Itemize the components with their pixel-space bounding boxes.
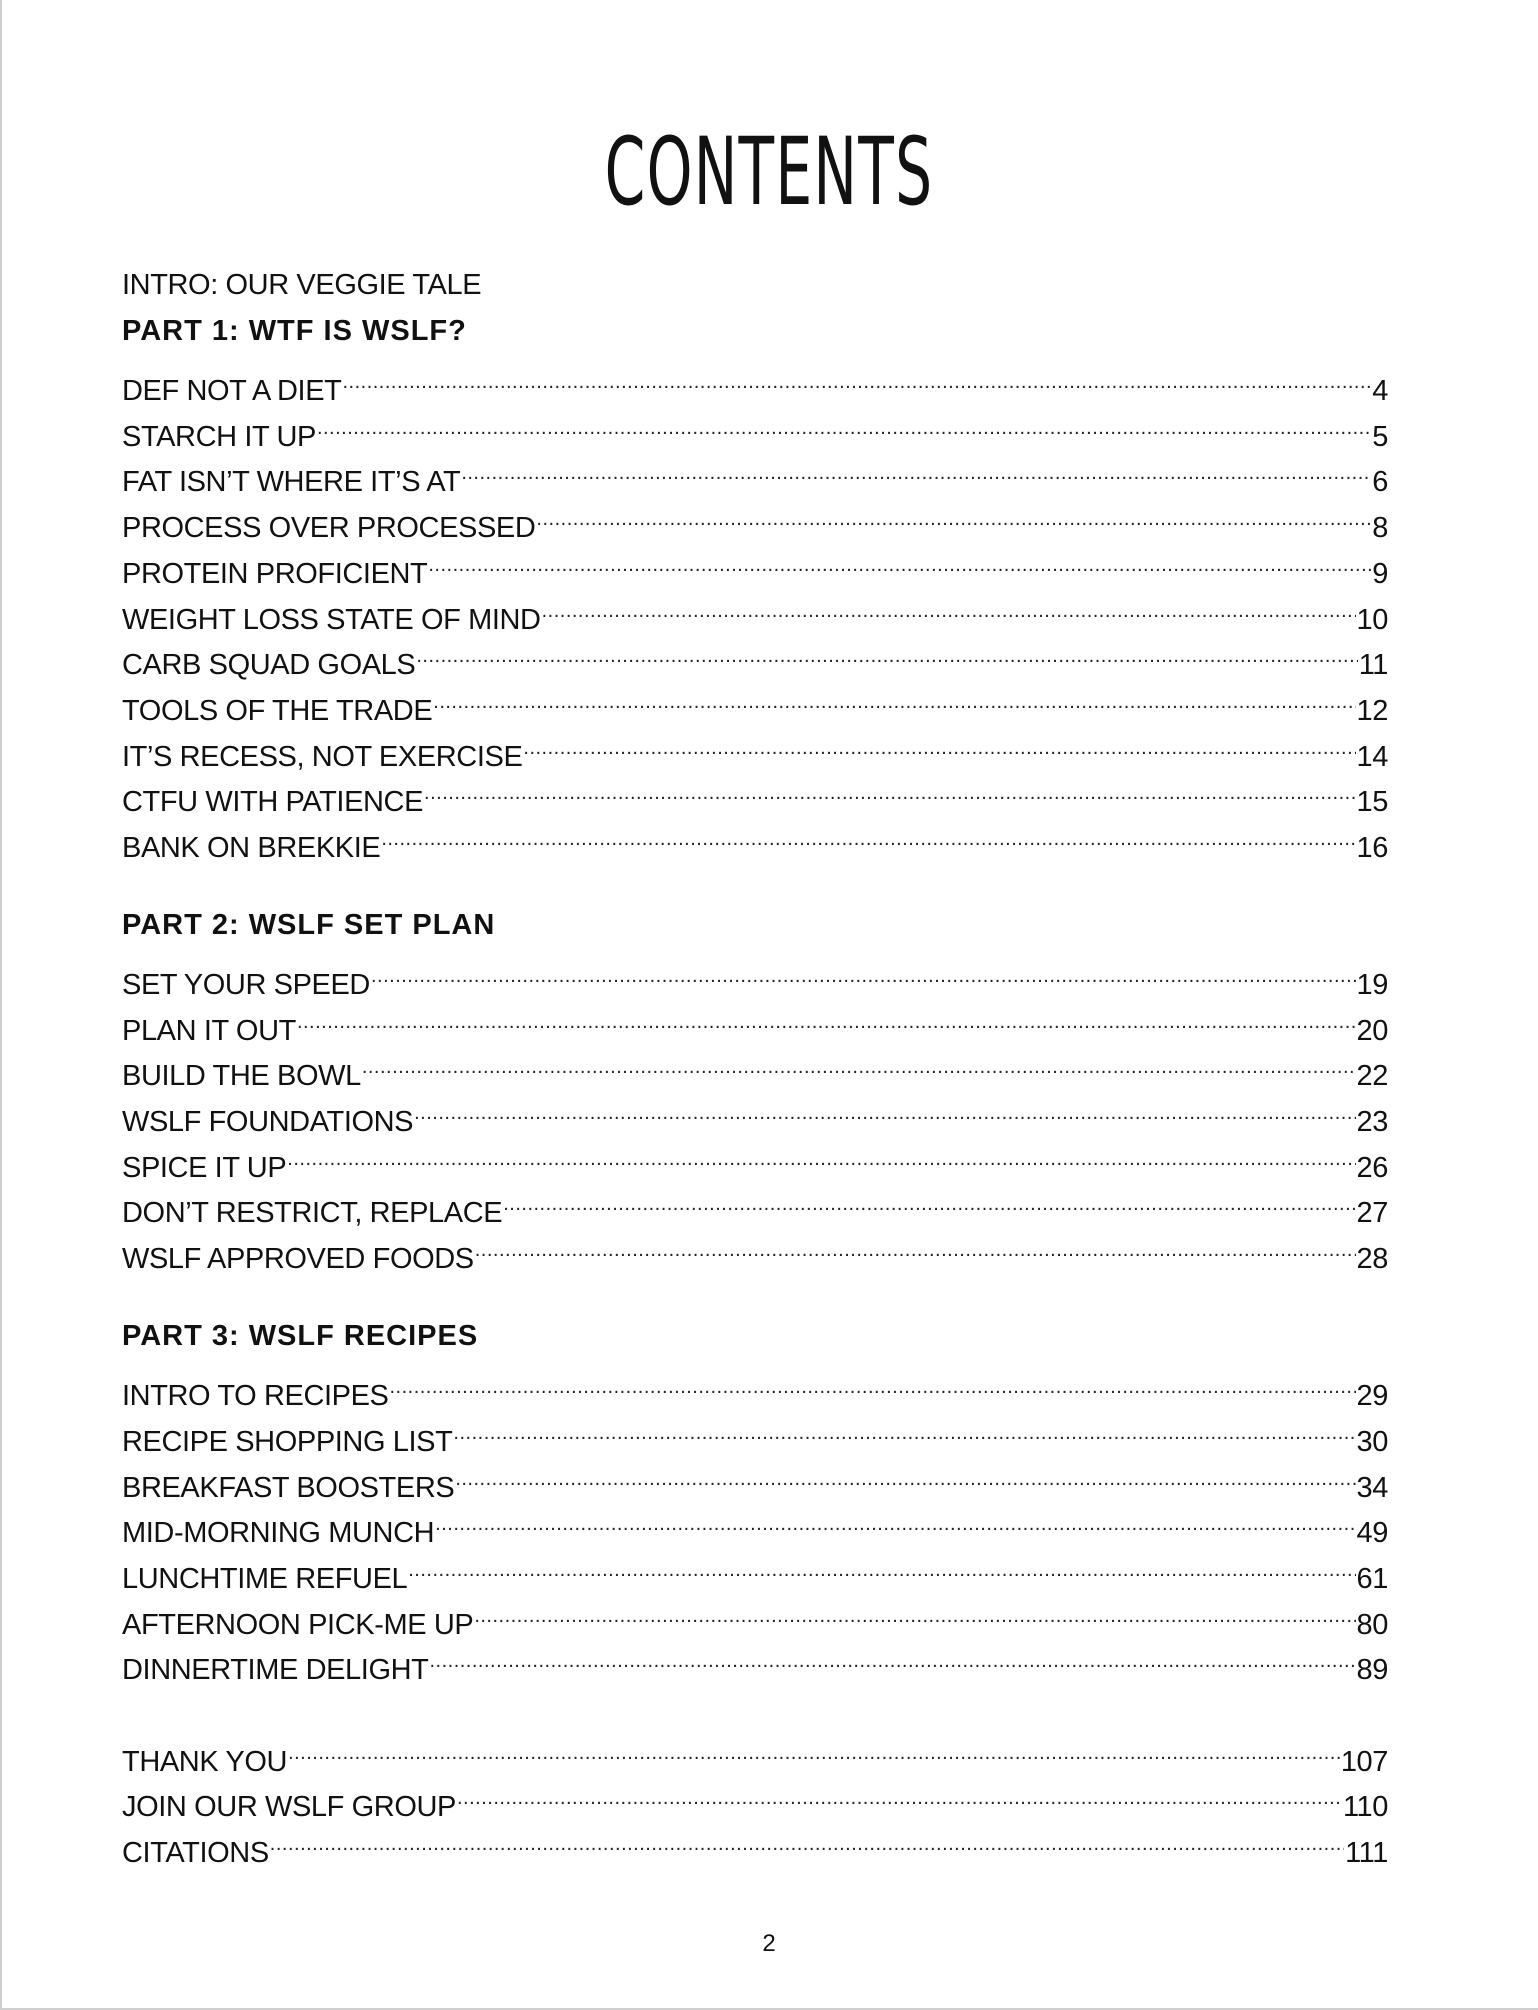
dot-leader: [428, 537, 1371, 583]
toc-entry-label: PLAN IT OUT: [122, 1014, 296, 1047]
dot-leader: [408, 1542, 1355, 1588]
toc-entry-label: CTFU WITH PATIENCE: [122, 786, 424, 819]
closing-list: [122, 1725, 1388, 1870]
toc-entry-page-number: 80: [1356, 1608, 1388, 1641]
toc-entry[interactable]: [122, 1177, 1388, 1230]
toc-entry-page-number: 28: [1356, 1243, 1388, 1276]
toc-entry[interactable]: [122, 994, 1388, 1047]
dot-leader: [381, 811, 1355, 857]
toc-entry-page-number: 5: [1372, 420, 1388, 453]
toc-entry-page-number: 23: [1356, 1106, 1388, 1139]
dot-leader: [457, 1771, 1342, 1817]
toc-entry-label: AFTERNOON PICK-ME UP: [122, 1608, 474, 1641]
toc-entry-label: BUILD THE BOWL: [122, 1060, 361, 1093]
toc-entry-page-number: 11: [1358, 649, 1388, 682]
toc-entry-label: IT’S RECESS, NOT EXERCISE: [122, 740, 523, 773]
part-2-heading: PART 2: WSLF SET PLAN: [122, 908, 496, 941]
toc-entry-page-number: 20: [1356, 1014, 1388, 1047]
dot-leader: [288, 1725, 1340, 1771]
dot-leader: [536, 491, 1371, 537]
page-number: 2: [762, 1930, 776, 1957]
toc-entry-page-number: 26: [1356, 1151, 1388, 1184]
toc-entry-label: STARCH IT UP: [122, 420, 316, 453]
toc-entry[interactable]: [122, 1131, 1388, 1184]
toc-entry-page-number: 61: [1356, 1562, 1388, 1595]
toc-entry-label: PROCESS OVER PROCESSED: [122, 512, 536, 545]
dot-leader: [455, 1451, 1355, 1497]
dot-leader: [270, 1816, 1344, 1862]
toc-entry-page-number: 27: [1356, 1197, 1388, 1230]
dot-leader: [342, 354, 1371, 400]
dot-leader: [371, 948, 1356, 994]
toc-entry[interactable]: [122, 1771, 1388, 1824]
toc-entry-label: CARB SQUAD GOALS: [122, 649, 416, 682]
toc-entry-page-number: 111: [1345, 1837, 1388, 1870]
toc-entry-page-number: 107: [1340, 1745, 1388, 1778]
toc-entry-page-number: 29: [1356, 1380, 1388, 1413]
toc-entry-page-number: 34: [1356, 1471, 1388, 1504]
toc-entry-label: WSLF FOUNDATIONS: [122, 1106, 414, 1139]
dot-leader: [416, 629, 1357, 675]
toc-entry-page-number: 14: [1356, 740, 1388, 773]
toc-entry-label: LUNCHTIME REFUEL: [122, 1562, 408, 1595]
toc-entry-label: SET YOUR SPEED: [122, 969, 370, 1001]
toc-entry-label: DON’T RESTRICT, REPLACE: [122, 1197, 503, 1230]
toc-entry-page-number: 10: [1356, 603, 1388, 636]
table-of-contents: [122, 263, 1388, 1870]
part-1-list: [122, 354, 1388, 864]
toc-entry-page-number: 8: [1372, 512, 1388, 545]
dot-leader: [435, 1497, 1355, 1543]
dot-leader: [424, 766, 1355, 812]
toc-entry-label: CITATIONS: [122, 1837, 269, 1870]
dot-leader: [433, 674, 1355, 720]
toc-entry-label: TOOLS OF THE TRADE: [122, 694, 433, 727]
toc-entry-label: SPICE IT UP: [122, 1151, 287, 1184]
dot-leader: [453, 1405, 1355, 1451]
toc-entry-label: FAT ISN’T WHERE IT’S AT: [122, 466, 461, 499]
toc-entry-label: BREAKFAST BOOSTERS: [122, 1471, 455, 1504]
toc-entry-label: MID-MORNING MUNCH: [122, 1517, 435, 1550]
toc-entry-page-number: 9: [1372, 557, 1388, 590]
dot-leader: [475, 1222, 1356, 1268]
part-3-heading: PART 3: WSLF RECIPES: [122, 1319, 479, 1352]
toc-entry-label: INTRO TO RECIPES: [122, 1380, 389, 1413]
toc-entry[interactable]: [122, 1725, 1388, 1778]
page-title: CONTENTS: [604, 118, 934, 227]
dot-leader: [523, 720, 1355, 766]
dot-leader: [474, 1588, 1355, 1634]
dot-leader: [287, 1131, 1355, 1177]
toc-intro[interactable]: INTRO: OUR VEGGIE TALE: [122, 269, 482, 301]
toc-entry[interactable]: [122, 1040, 1388, 1093]
toc-entry-label: BANK ON BREKKIE: [122, 831, 381, 864]
dot-leader: [429, 1634, 1355, 1680]
toc-entry-page-number: 19: [1356, 969, 1388, 1001]
toc-entry-label: WEIGHT LOSS STATE OF MIND: [122, 603, 541, 636]
toc-entry[interactable]: [122, 1360, 1388, 1413]
toc-entry-label: DEF NOT A DIET: [122, 375, 342, 408]
dot-leader: [461, 446, 1371, 492]
dot-leader: [389, 1360, 1355, 1406]
toc-entry-page-number: 30: [1356, 1425, 1388, 1458]
toc-entry-page-number: 16: [1356, 831, 1388, 864]
part-3-list: [122, 1360, 1388, 1687]
toc-entry-label: JOIN OUR WSLF GROUP: [122, 1791, 456, 1824]
toc-entry[interactable]: [122, 948, 1388, 1001]
dot-leader: [297, 994, 1356, 1040]
toc-entry-page-number: 49: [1356, 1517, 1388, 1550]
dot-leader: [503, 1177, 1355, 1223]
toc-entry[interactable]: [122, 354, 1388, 408]
dot-leader: [542, 583, 1356, 629]
toc-entry-label: WSLF APPROVED FOODS: [122, 1243, 474, 1276]
toc-entry-label: THANK YOU: [122, 1745, 288, 1778]
toc-entry-page-number: 22: [1356, 1060, 1388, 1093]
part-1-heading: PART 1: WTF IS WSLF?: [122, 314, 467, 347]
part-2-list: [122, 948, 1388, 1276]
toc-entry-page-number: 4: [1372, 375, 1388, 408]
toc-entry-page-number: 110: [1342, 1791, 1388, 1824]
toc-entry-label: PROTEIN PROFICIENT: [122, 557, 428, 590]
toc-entry[interactable]: [122, 1816, 1388, 1870]
dot-leader: [414, 1085, 1355, 1131]
dot-leader: [362, 1040, 1356, 1086]
toc-entry-page-number: 89: [1356, 1654, 1388, 1687]
toc-entry-page-number: 6: [1372, 466, 1388, 499]
toc-entry-label: RECIPE SHOPPING LIST: [122, 1425, 453, 1458]
toc-entry-page-number: 15: [1356, 786, 1388, 819]
dot-leader: [317, 400, 1371, 446]
toc-entry-page-number: 12: [1356, 694, 1388, 727]
toc-entry-label: DINNERTIME DELIGHT: [122, 1654, 429, 1687]
